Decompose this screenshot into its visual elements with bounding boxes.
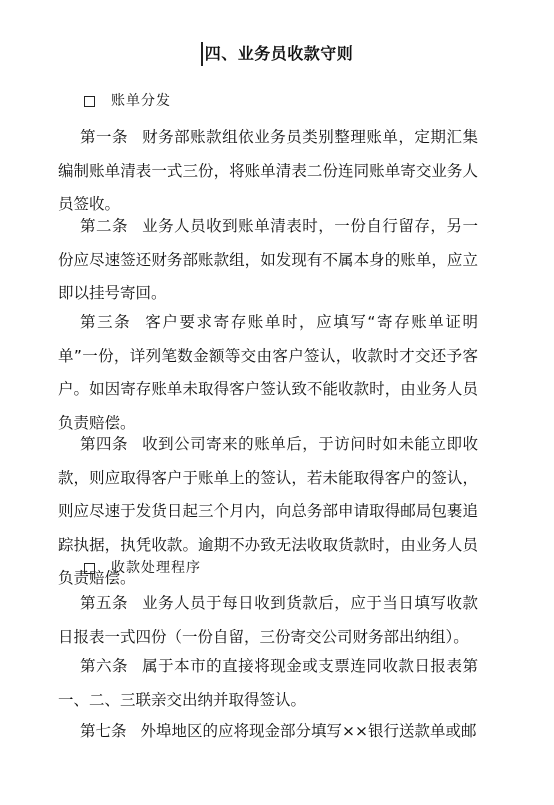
title-container [0,42,554,66]
checkbox-icon [84,563,95,574]
article-text: 属于本市的直接将现金或支票连同收款日报表第一、二、三联亲交出纳并取得签认。 [58,657,478,709]
checkbox-icon [84,96,95,107]
article-label: 第七条 [80,722,127,740]
article-label: 第一条 [80,128,129,146]
article-text: 外埠地区的应将现金部分填写××银行送款单或邮 [140,722,477,740]
article-text: 财务部账款组依业务员类别整理账单，定期汇集编制账单清表一式三份，将账单清表二份连同账单寄交业务人员签收。 [58,128,478,213]
article-7 [58,715,478,749]
page-title: 四、业务员收款守则 [201,42,354,66]
article-text: 收到公司寄来的账单后，于访问时如未能立即收款，则应取得客户于账单上的签认，若未能取得客户的签认，则应尽速于发货日起三个月内，向总务部申请取得邮局包裹追踪执据，执凭收款。逾期不办致无法收取货款时，由业务人员负责赔偿。 [58,435,478,587]
article-label: 第五条 [80,594,129,612]
article-1 [58,121,478,222]
article-6 [58,650,478,717]
article-text: 客户要求寄存账单时，应填写“寄存账单证明单”一份，详列笔数金额等交由客户签认，收款时才交还予客户。如因寄存账单未取得客户签认致不能收款时，由业务人员负责赔偿。 [58,313,478,432]
article-label: 第四条 [80,435,129,453]
section-heading-label: 账单分发 [111,93,171,109]
section-heading-collection [84,558,201,578]
section-heading-billing [84,91,171,111]
article-text: 业务人员收到账单清表时，一份自行留存，另一份应尽速签还财务部账款组，如发现有不属本身的账单，应立即以挂号寄回。 [58,217,478,302]
article-label: 第二条 [80,217,129,235]
article-2 [58,210,478,311]
article-5 [58,587,478,654]
article-label: 第三条 [80,313,132,331]
article-text: 业务人员于每日收到货款后，应于当日填写收款日报表一式四份（一份自留，三份寄交公司财务部出纳组）。 [58,594,478,646]
article-3 [58,306,478,440]
section-heading-label: 收款处理程序 [111,560,201,576]
article-label: 第六条 [80,657,129,675]
